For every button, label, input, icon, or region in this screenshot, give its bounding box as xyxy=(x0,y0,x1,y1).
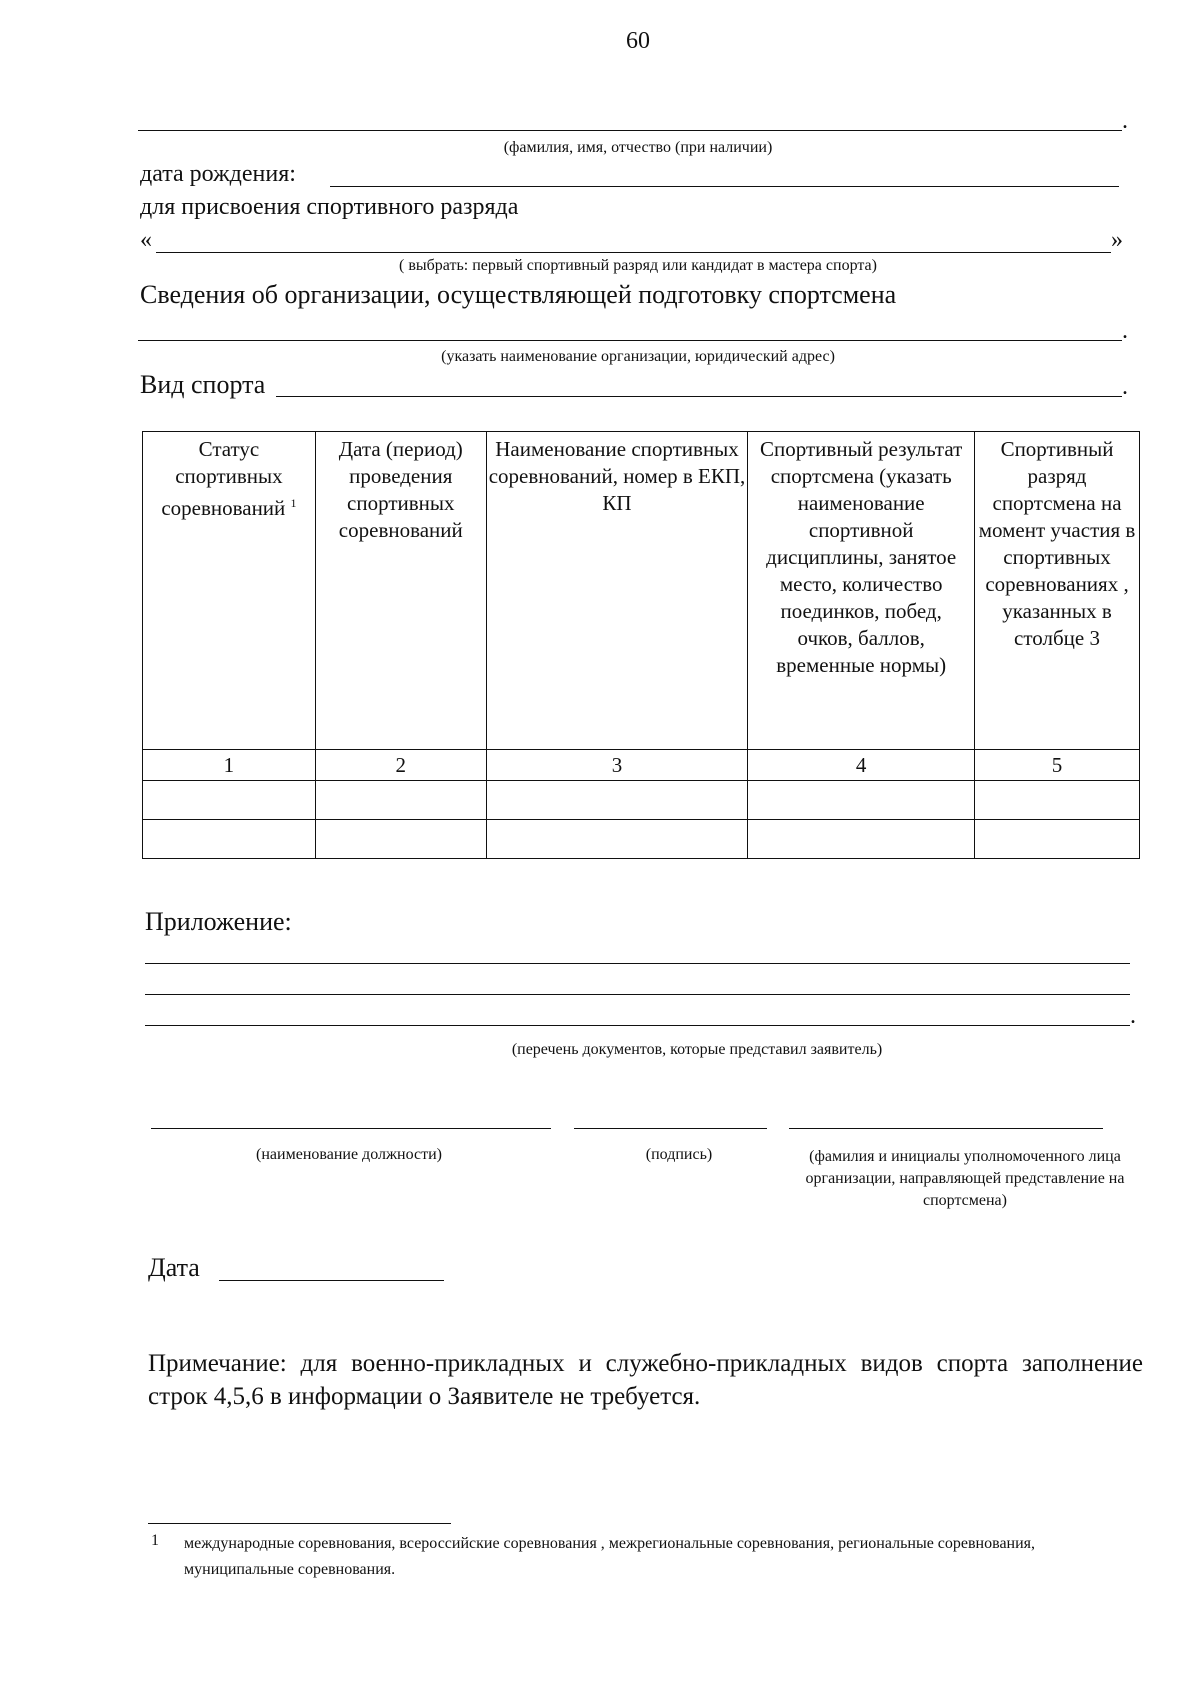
signature-line xyxy=(574,1128,767,1129)
quote-open: « xyxy=(140,227,152,253)
appendix-line xyxy=(145,994,1130,995)
quote-close: » xyxy=(1111,227,1123,253)
appendix-caption: (перечень документов, которые представил заявитель) xyxy=(511,1041,883,1058)
position-caption: (наименование должности) xyxy=(256,1146,442,1163)
competitions-table xyxy=(142,431,1140,859)
position-line xyxy=(151,1128,551,1129)
header-date: Дата (период) проведения спортивных соревнований xyxy=(315,432,486,750)
period: . xyxy=(1122,318,1128,344)
birth-label: дата рождения: xyxy=(140,161,296,187)
date-label: Дата xyxy=(148,1253,200,1282)
appendix-label: Приложение: xyxy=(145,907,292,936)
birth-line xyxy=(330,186,1119,187)
footnote-divider xyxy=(148,1523,451,1524)
period: . xyxy=(1122,108,1128,134)
appendix-line xyxy=(145,1025,1130,1026)
fio-caption: (фамилия, имя, отчество (при наличии) xyxy=(503,139,773,156)
period: . xyxy=(1130,1003,1136,1029)
col-number: 1 xyxy=(143,750,316,781)
footnote-text: международные соревнования, всероссийские соревнования , межрегиональные соревнования, региональные соревнования, муниципальные соревнования. xyxy=(184,1535,1036,1578)
col-number: 3 xyxy=(486,750,748,781)
org-heading: Сведения об организации, осуществляющей подготовку спортсмена xyxy=(140,280,897,309)
appendix-line xyxy=(145,963,1130,964)
name-caption: (фамилия и инициалы уполномоченного лица организации, направляющей представление на спортсмена) xyxy=(805,1148,1125,1209)
date-line xyxy=(219,1280,444,1281)
fio-line xyxy=(138,130,1122,131)
header-name: Наименование спортивных соревнований, номер в ЕКП, КП xyxy=(486,432,748,750)
header-rank: Спортивный разряд спортсмена на момент участия в спортивных соревнованиях , указанных в столбце 3 xyxy=(975,432,1140,750)
sport-label: Вид спорта xyxy=(140,370,266,399)
footnote-ref: 1 xyxy=(290,496,297,510)
header-status: Статус спортивных соревнований $^1$ xyxy=(143,432,316,750)
org-caption: (указать наименование организации, юридический адрес) xyxy=(441,348,835,365)
col-number: 2 xyxy=(315,750,486,781)
sport-line xyxy=(276,396,1122,397)
footnote-number: 1 xyxy=(151,1532,159,1549)
page-number: 60 xyxy=(626,28,650,54)
col-number: 4 xyxy=(748,750,975,781)
table-row xyxy=(143,820,1140,859)
rank-line xyxy=(156,252,1111,253)
note-text: Примечание: для военно-прикладных и служебно-прикладных видов спорта заполнение строк 4,5,6 в информации о Заявителе не требуется. xyxy=(148,1350,1143,1410)
name-line xyxy=(789,1128,1103,1129)
header-result: Спортивный результат спортсмена (указать наименование спортивной дисциплины, занятое место, количество поединков, побед, очков, баллов, временные нормы) xyxy=(748,432,975,750)
org-line xyxy=(138,340,1122,341)
rank-caption: ( выбрать: первый спортивный разряд или кандидат в мастера спорта) xyxy=(399,257,877,274)
signature-caption: (подпись) xyxy=(645,1146,713,1163)
period: . xyxy=(1122,374,1128,400)
col-number: 5 xyxy=(975,750,1140,781)
table-row xyxy=(143,781,1140,820)
rank-label: для присвоения спортивного разряда xyxy=(140,194,519,220)
